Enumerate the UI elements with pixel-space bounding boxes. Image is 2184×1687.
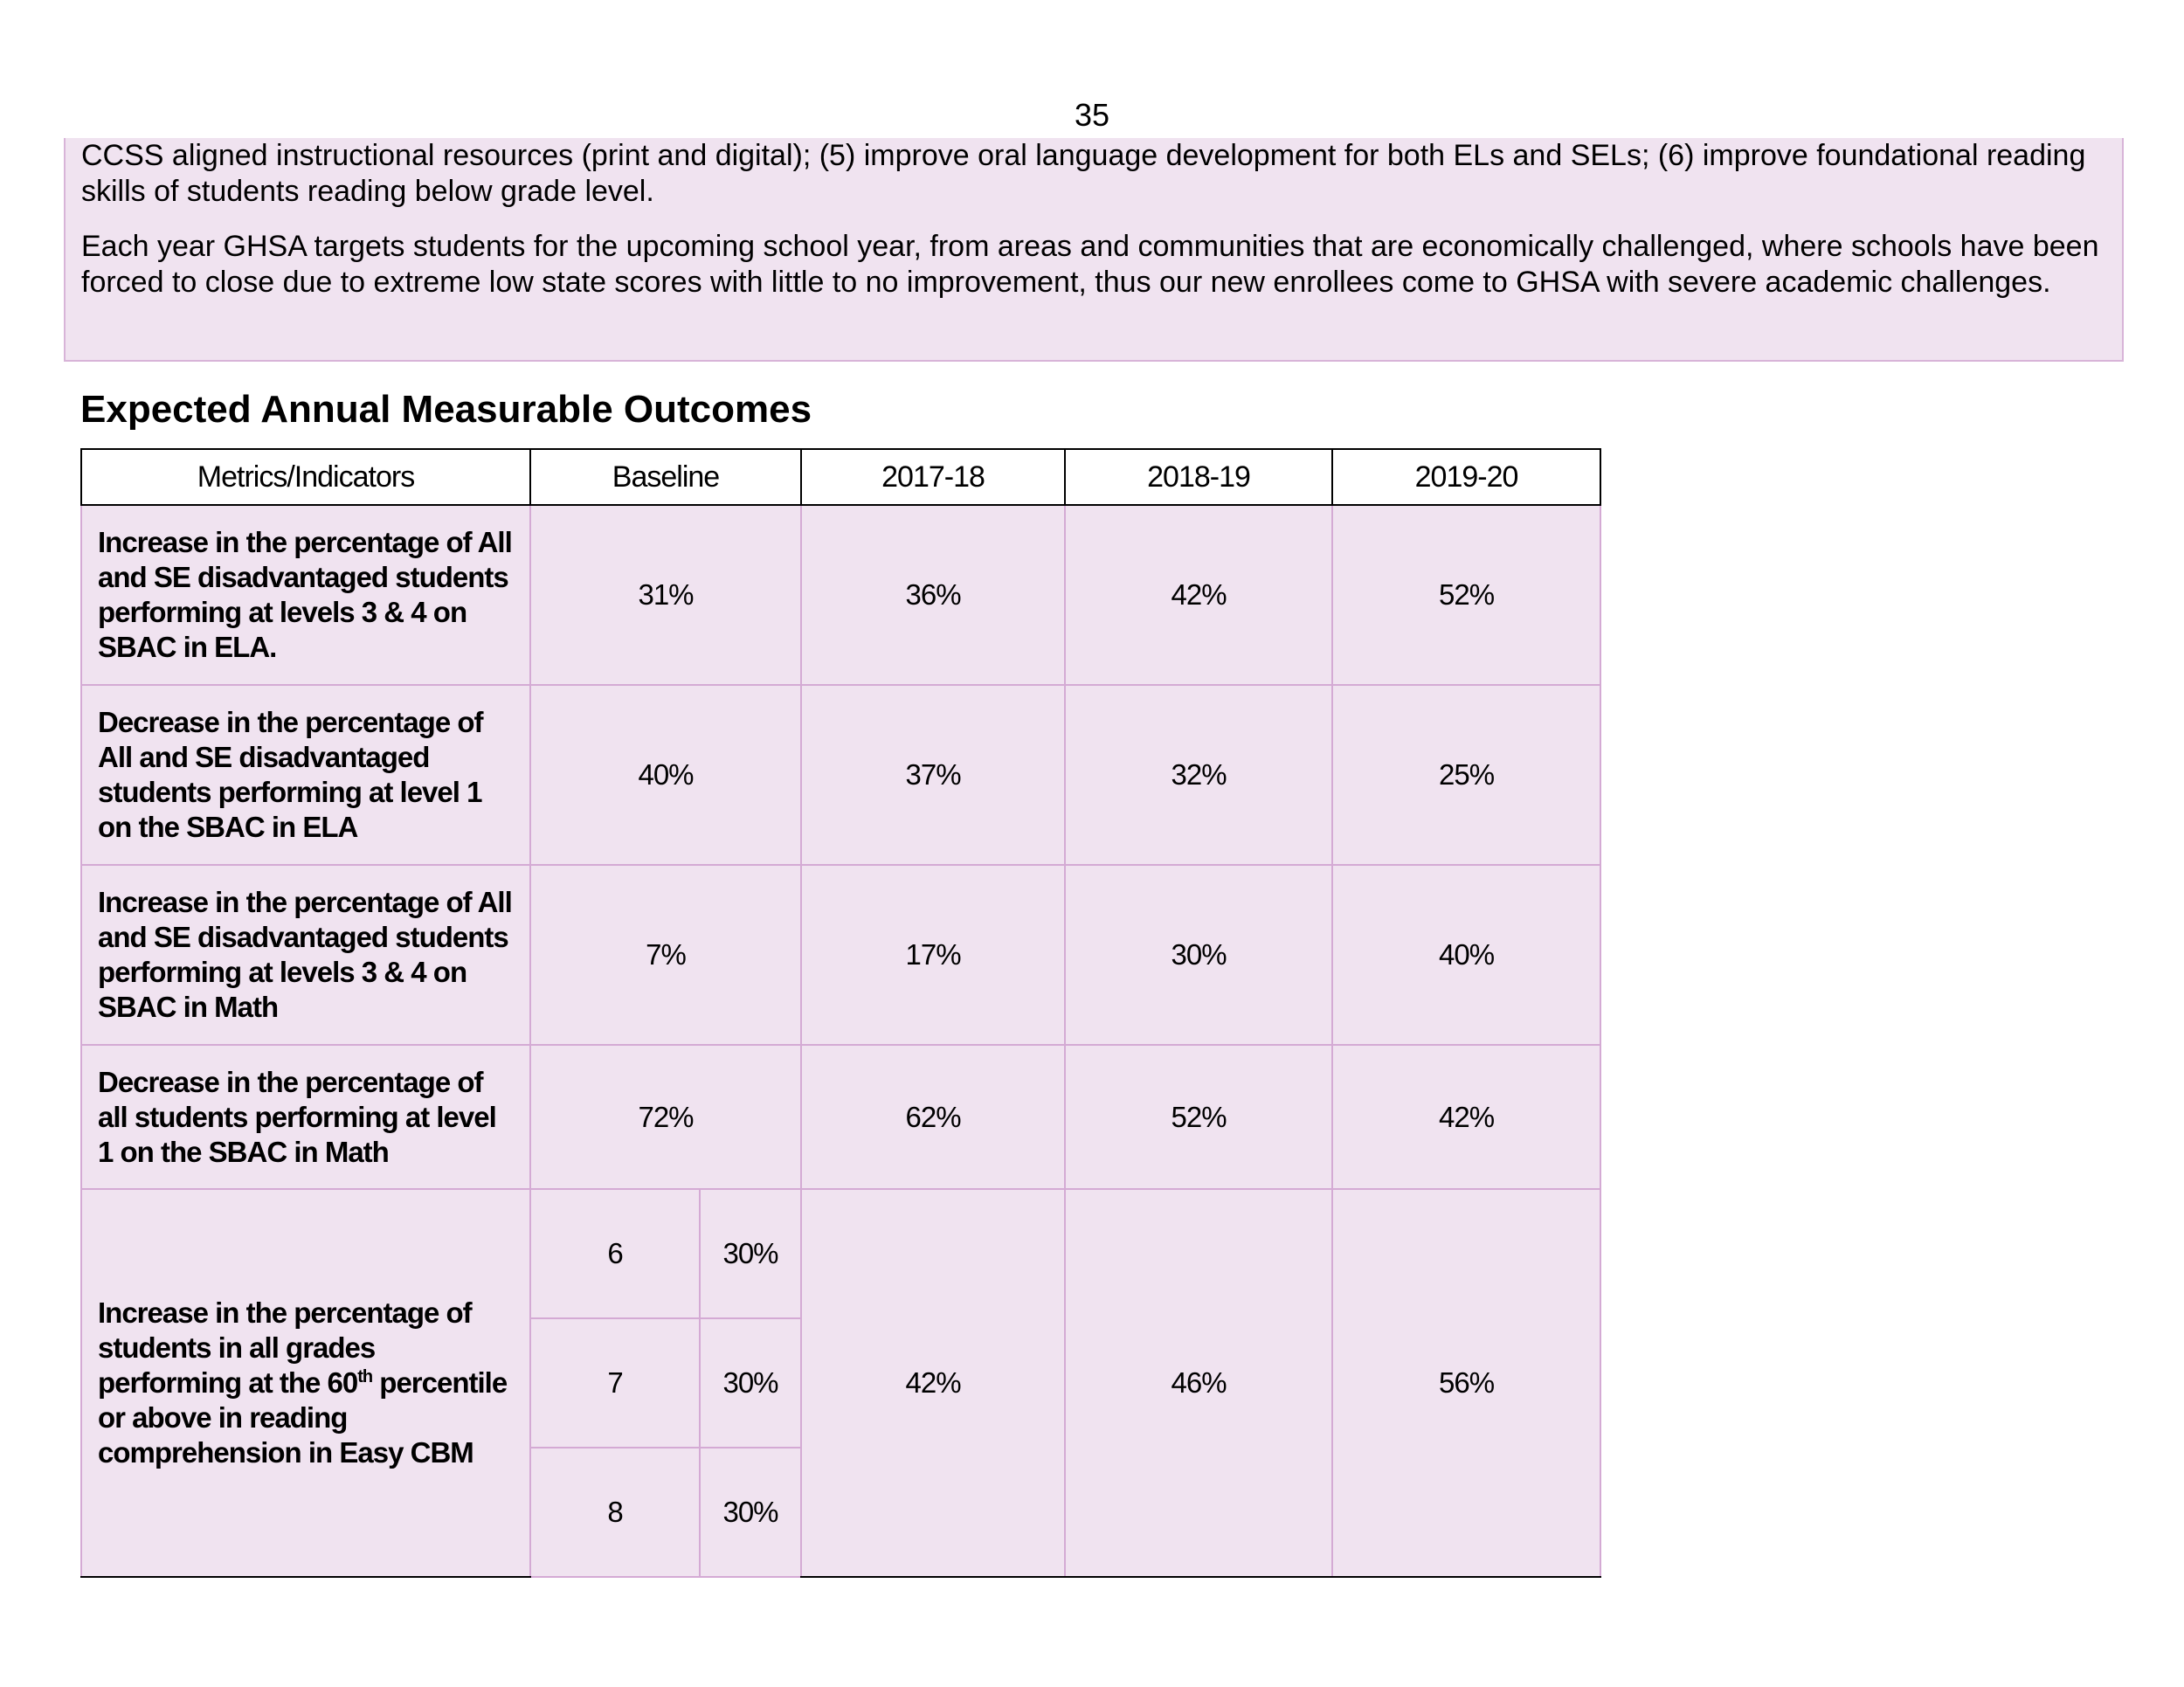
- context-box: [64, 138, 2124, 362]
- value-2019-20: 40%: [1332, 865, 1600, 1045]
- metric-text-before: Increase in the percentage of students in all grades performing at the 60: [98, 1296, 472, 1399]
- metric-cell: Decrease in the percentage of all students performing at level 1 on the SBAC in Math: [81, 1045, 530, 1189]
- table-header-row: [81, 449, 1600, 505]
- baseline-cell: 40%: [530, 685, 801, 865]
- baseline-cell: 31%: [530, 505, 801, 685]
- metric-superscript: th: [357, 1367, 373, 1386]
- value-2018-19: 52%: [1065, 1045, 1332, 1189]
- header-2017-18: 2017-18: [801, 449, 1065, 505]
- grade-baseline-cell: 30%: [700, 1318, 801, 1448]
- grade-baseline-cell: 30%: [700, 1448, 801, 1577]
- grade-cell: 8: [530, 1448, 700, 1577]
- section-title: Expected Annual Measurable Outcomes: [80, 388, 812, 431]
- value-2018-19: 42%: [1065, 505, 1332, 685]
- context-paragraph-1: CCSS aligned instructional resources (print and digital); (5) improve oral language development for both ELs and SELs; (6) improve foundational reading skills of students reading below grade level.: [81, 139, 2086, 208]
- grade-cell: 6: [530, 1189, 700, 1318]
- value-2017-18: 62%: [801, 1045, 1065, 1189]
- metric-cell: Decrease in the percentage of All and SE disadvantaged students performing at level 1 on the SBAC in ELA: [81, 685, 530, 865]
- metric-cell: [81, 1189, 530, 1577]
- value-2017-18: 37%: [801, 685, 1065, 865]
- page-number: 35: [1074, 97, 1110, 133]
- table-row: [81, 685, 1600, 865]
- table-row: [81, 505, 1600, 685]
- value-2018-19: 32%: [1065, 685, 1332, 865]
- grade-baseline-cell: 30%: [700, 1189, 801, 1318]
- header-metrics: Metrics/Indicators: [81, 449, 530, 505]
- value-2019-20: 52%: [1332, 505, 1600, 685]
- baseline-cell: 72%: [530, 1045, 801, 1189]
- outcomes-table: [80, 448, 1601, 1578]
- baseline-cell: 7%: [530, 865, 801, 1045]
- value-2019-20: 56%: [1332, 1189, 1600, 1577]
- header-2018-19: 2018-19: [1065, 449, 1332, 505]
- header-baseline: Baseline: [530, 449, 801, 505]
- metric-cell: Increase in the percentage of All and SE disadvantaged students performing at levels 3 & 4 on SBAC in ELA.: [81, 505, 530, 685]
- value-2019-20: 42%: [1332, 1045, 1600, 1189]
- value-2018-19: 46%: [1065, 1189, 1332, 1577]
- header-2019-20: 2019-20: [1332, 449, 1600, 505]
- value-2017-18: 36%: [801, 505, 1065, 685]
- table-row: [81, 1045, 1600, 1189]
- table-row: [81, 865, 1600, 1045]
- metric-text-after: percentile or above in reading comprehension in Easy CBM: [98, 1366, 508, 1469]
- table-row-grade-6: [81, 1189, 1600, 1318]
- value-2019-20: 25%: [1332, 685, 1600, 865]
- context-paragraph-2: Each year GHSA targets students for the upcoming school year, from areas and communities that are economically challenged, where schools have been forced to close due to extreme low state scores with little to no improvement, thus our new enrollees come to GHSA with severe academic challenges.: [81, 230, 2099, 299]
- grade-cell: 7: [530, 1318, 700, 1448]
- metric-cell: Increase in the percentage of All and SE disadvantaged students performing at levels 3 & 4 on SBAC in Math: [81, 865, 530, 1045]
- value-2018-19: 30%: [1065, 865, 1332, 1045]
- value-2017-18: 17%: [801, 865, 1065, 1045]
- value-2017-18: 42%: [801, 1189, 1065, 1577]
